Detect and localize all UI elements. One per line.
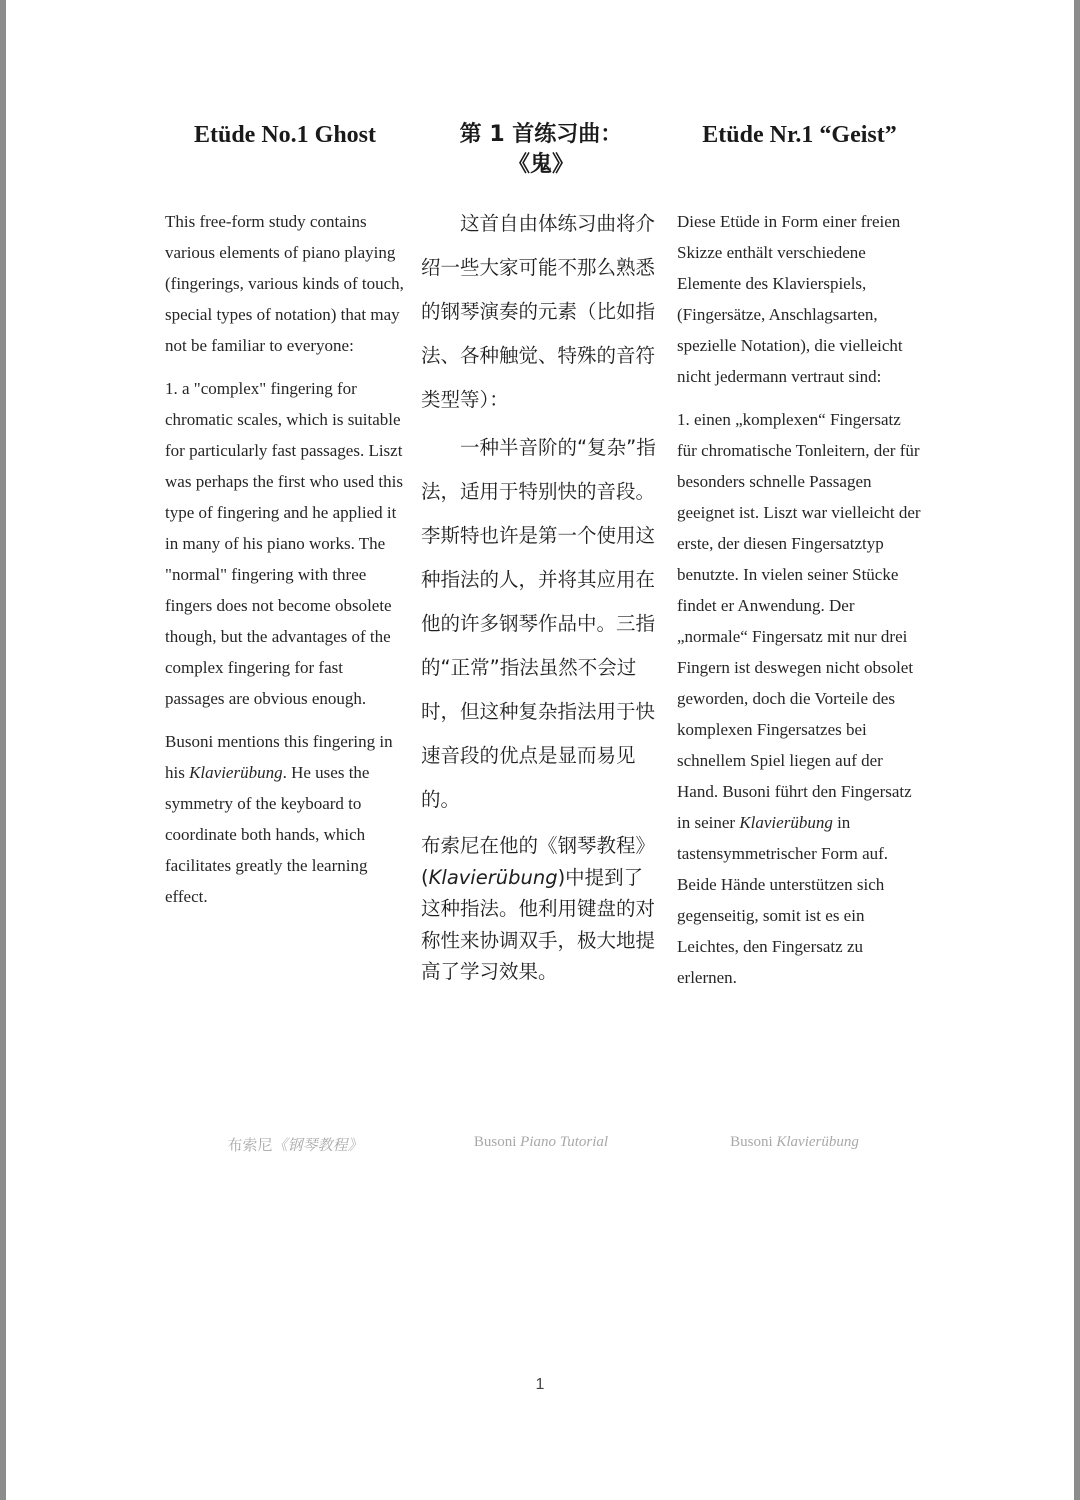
english-paragraph-2: 1. a "complex" fingering for chromatic scales, which is suitable for particularly fast passages. Liszt was perhaps the first who used this type of fingering and he applied it in many of his piano works. The "normal" fingering with three fingers does not become obsolete though, but the advantages of the complex fingering for fast passages are obvious enough. bbox=[165, 379, 403, 708]
caption-english-italic: Piano Tutorial bbox=[520, 1134, 609, 1150]
german-title: Etüde Nr.1 “Geist” bbox=[702, 122, 897, 148]
caption-chinese-plain: 布索尼 bbox=[227, 1136, 273, 1154]
page-number: 1 bbox=[535, 1376, 545, 1393]
caption-german-italic: Klavierübung bbox=[776, 1134, 859, 1150]
chinese-title bbox=[421, 120, 661, 184]
caption-german bbox=[677, 1134, 912, 1151]
caption-chinese-italic: 《钢琴教程》 bbox=[272, 1136, 363, 1154]
chinese-paragraph-3 bbox=[421, 830, 661, 988]
english-paragraph-3-text-a: Busoni mentions this fingering in his bbox=[165, 732, 393, 782]
german-paragraph-2-text-b: in tastensymmetrischer Form auf. Beide Hände unterstützen sich gegenseitig, somit ist es ein Leichtes, den Fingersatz zu erlernen. bbox=[677, 813, 889, 987]
english-paragraph-1: This free-form study contains various elements of piano playing (fingerings, various kinds of touch, special types of notation) that may not be familiar to everyone: bbox=[165, 212, 404, 355]
page-border-right bbox=[1074, 0, 1080, 1500]
caption-english-plain: Busoni bbox=[473, 1134, 521, 1150]
chinese-title-line-2: 《鬼》 bbox=[507, 152, 574, 177]
english-title: Etüde No.1 Ghost bbox=[193, 122, 377, 148]
english-paragraph-3-text-b: . He uses the symmetry of the keyboard to coordinate both hands, which facilitates greatly the learning effect. bbox=[165, 763, 370, 906]
chinese-paragraph-3-text-b: )中提到了这种指法。他利用键盘的对称性来协调双手，极大地提高了学习效果。 bbox=[421, 865, 656, 983]
caption-chinese bbox=[165, 1134, 425, 1155]
german-column bbox=[677, 120, 922, 1005]
chinese-paragraph-1: 这首自由体练习曲将介绍一些大家可能不那么熟悉的钢琴演奏的元素（比如指法、各种触觉、特殊的音符类型等）： bbox=[421, 212, 656, 411]
chinese-paragraph-3-text-a: 布索尼在他的《钢琴教程》( bbox=[421, 834, 656, 889]
english-paragraph-3 bbox=[165, 726, 405, 912]
german-paragraph-2-text-a: 1. einen „komplexen“ Fingersatz für chromatische Tonleitern, der für besonders schnelle Passagen geeignet ist. Liszt war vielleicht der erste, der diesen Fingersatztyp benutzte. In vielen seiner Stücke findet er Anwendung. Der „normale“ Fingersatz mit nur drei Fingern ist deswegen nicht obsolet geworden, doch die Vorteile des komplexen Fingersatzes bei schnellem Spiel liegen auf der Hand. Busoni führt den Fingersatz in seiner bbox=[677, 410, 921, 832]
english-column bbox=[165, 120, 405, 924]
german-paragraph-2-italic: Klavierübung bbox=[739, 813, 833, 832]
page-border-left bbox=[0, 0, 6, 1500]
english-paragraph-3-italic: Klavierübung bbox=[189, 763, 283, 782]
caption-german-plain: Busoni bbox=[730, 1134, 777, 1150]
chinese-paragraph-3-italic: Klavierübung bbox=[428, 865, 558, 889]
german-paragraph-1: Diese Etüde in Form einer freien Skizze enthält verschiedene Elemente des Klavierspiels, (Fingersätze, Anschlagsarten, spezielle Notation), die vielleicht nicht jedermann vertraut sind: bbox=[677, 212, 903, 386]
caption-english bbox=[421, 1134, 661, 1151]
chinese-title-line-1: 第 1 首练习曲： bbox=[459, 122, 623, 147]
chinese-paragraph-2: 一种半音阶的“复杂”指法，适用于特别快的音段。李斯特也许是第一个使用这种指法的人，并将其应用在他的许多钢琴作品中。三指的“正常”指法虽然不会过时，但这种复杂指法用于快速音段的优点是显而易见的。 bbox=[421, 436, 656, 811]
chinese-column bbox=[421, 120, 661, 992]
german-paragraph-2 bbox=[677, 404, 922, 993]
